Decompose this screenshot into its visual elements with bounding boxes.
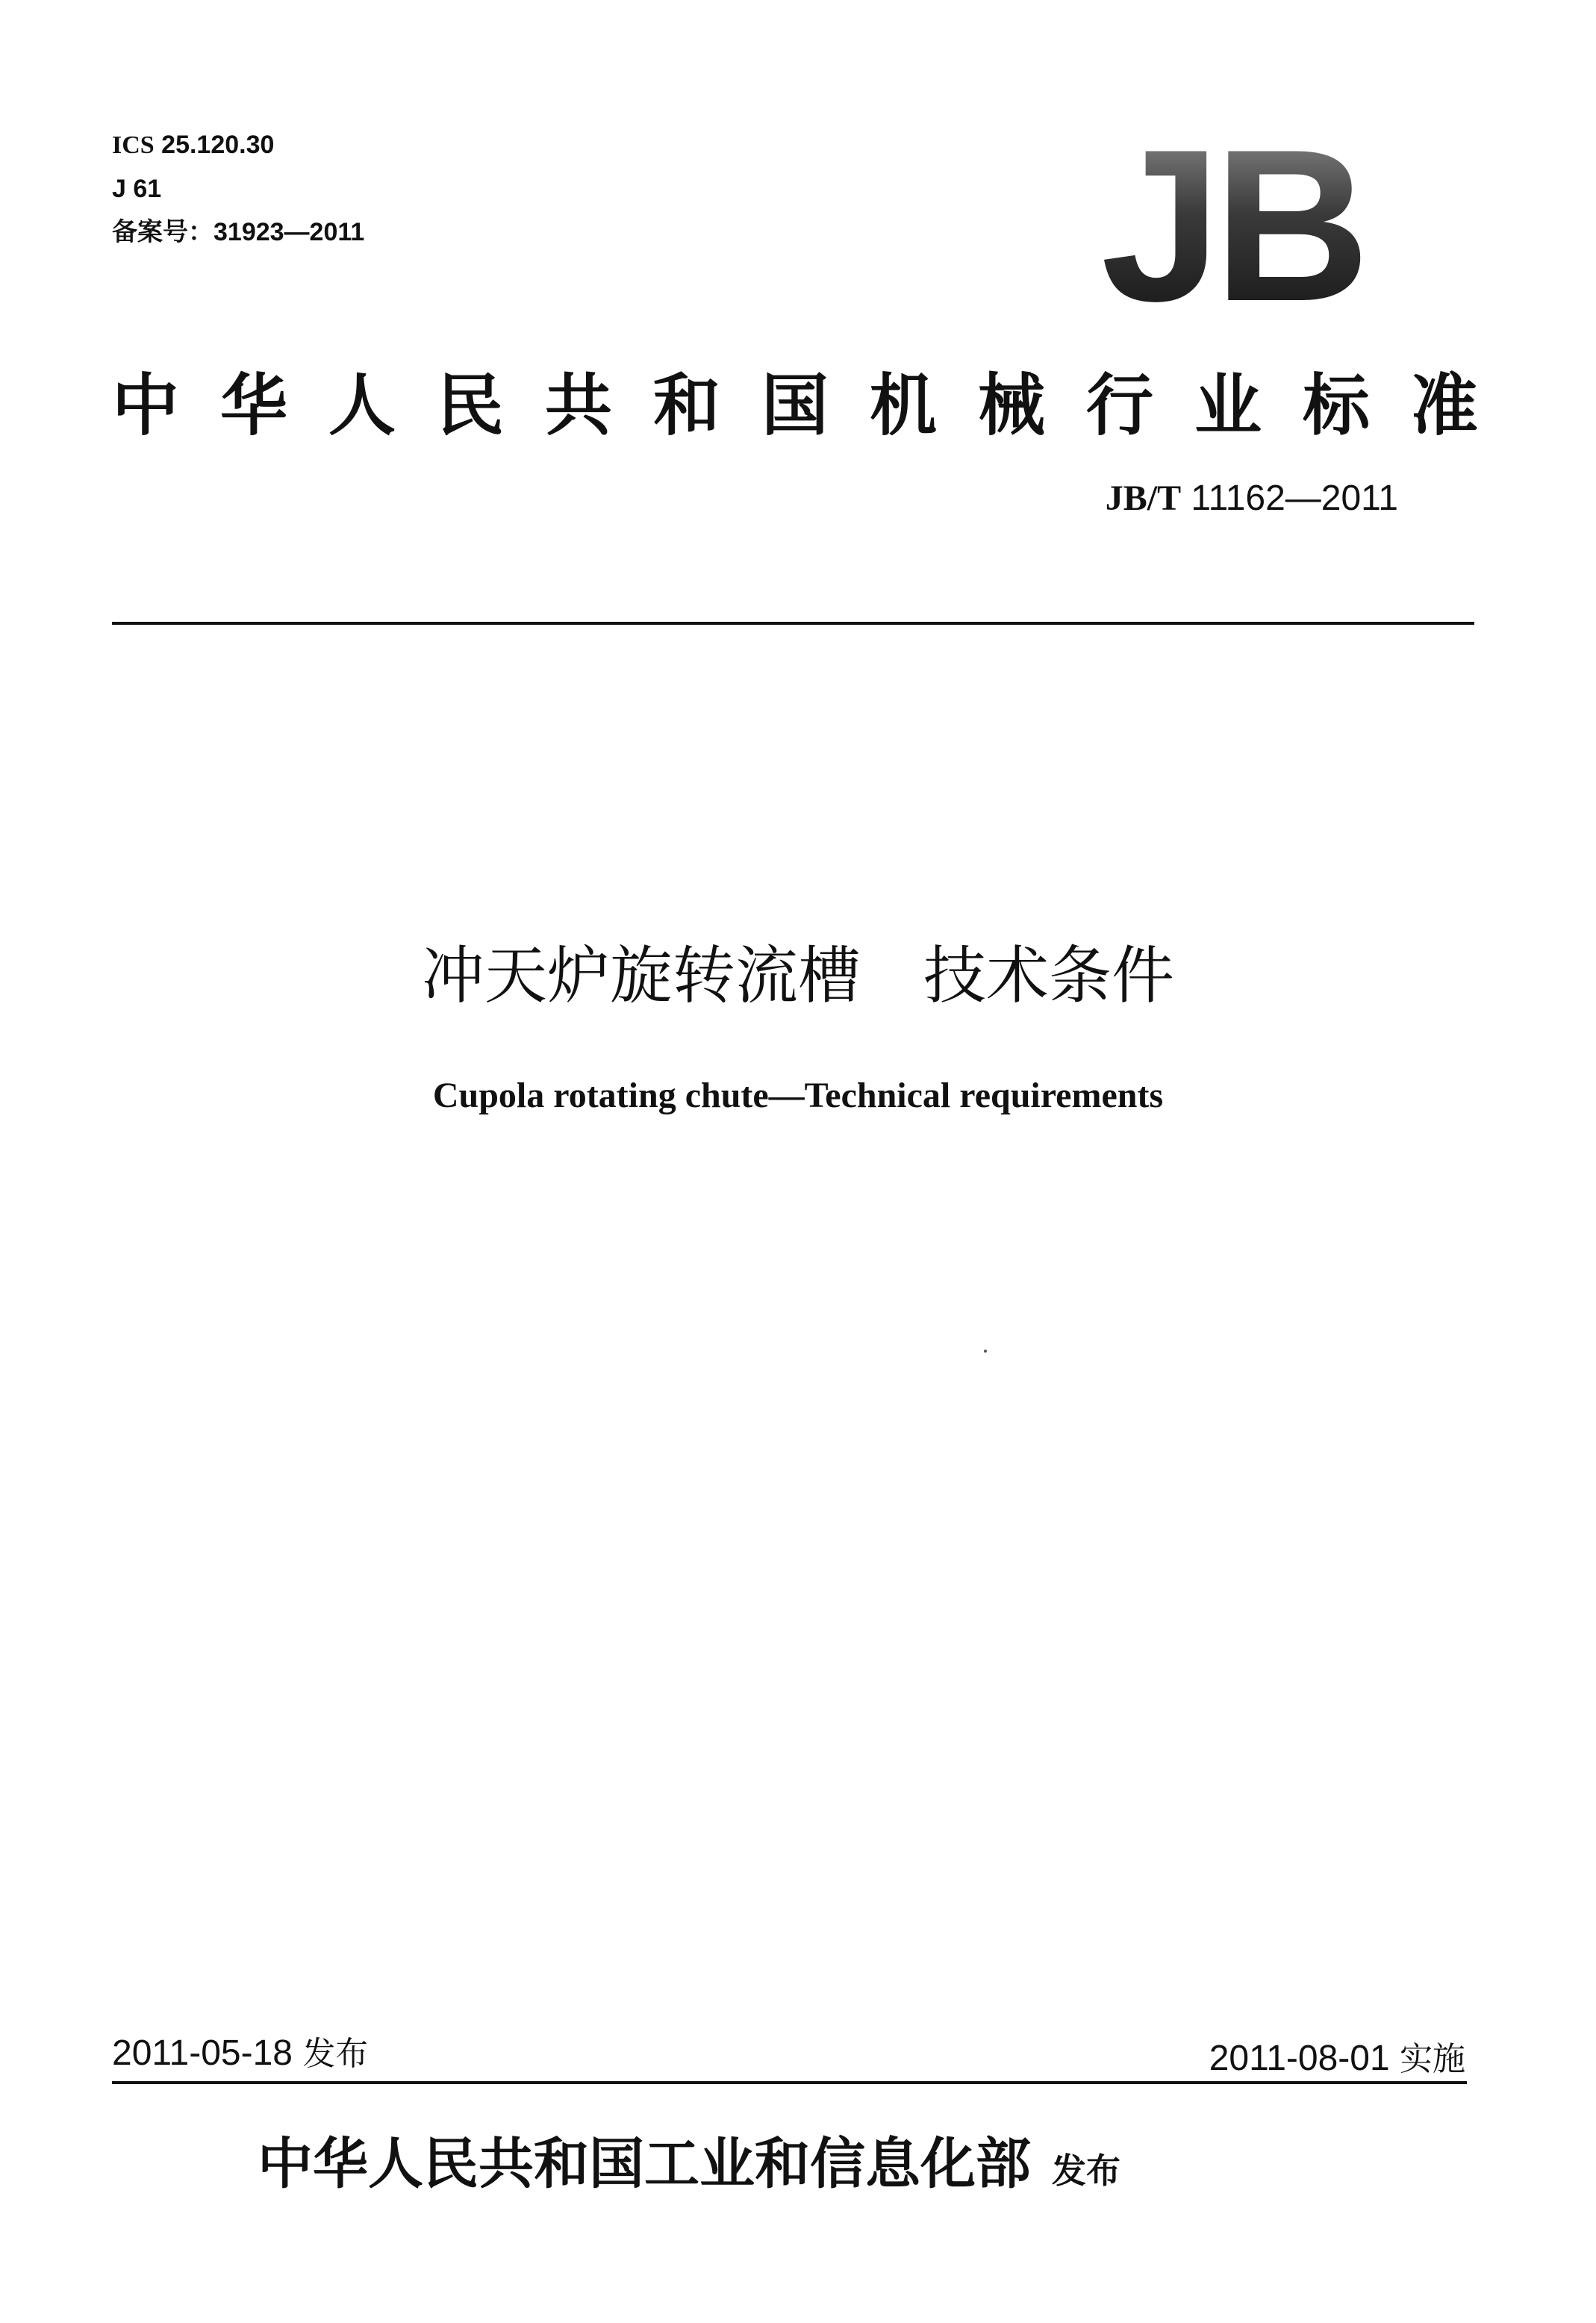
- issue-label: 发布: [302, 2035, 369, 2073]
- national-title-char: 准: [1411, 367, 1478, 445]
- ics-line: [112, 123, 364, 167]
- issue-date-value: 2011-05-18: [112, 2033, 293, 2073]
- effective-label: 实施: [1400, 2040, 1465, 2078]
- title-chinese: 冲天炉旋转流槽 技术条件: [421, 939, 1174, 1012]
- standard-number: [1106, 478, 1398, 519]
- ics-code: 25.120.30: [161, 131, 275, 159]
- national-title-char: 人: [328, 367, 396, 445]
- scan-speck: [984, 1350, 987, 1353]
- effective-date-value: 2011-08-01: [1209, 2039, 1390, 2078]
- national-title-char: 机: [870, 367, 937, 445]
- ics-label: ICS: [112, 131, 155, 159]
- national-title-char: 业: [1194, 367, 1262, 445]
- bottom-divider: [112, 2081, 1467, 2084]
- jb-logo-text: JB: [1100, 142, 1363, 314]
- title-english: Cupola rotating chute—Technical requirements: [432, 1076, 1164, 1115]
- record-number: 备案号：31923—2011: [112, 218, 365, 246]
- jb-logo-icon: [1075, 142, 1388, 314]
- top-divider: [112, 622, 1474, 625]
- national-title-char: 械: [978, 367, 1045, 445]
- national-title-char: 行: [1086, 367, 1153, 445]
- classification-code: J 61: [112, 175, 162, 203]
- standard-code: 11162—2011: [1181, 478, 1398, 518]
- national-title-char: 华: [220, 367, 287, 445]
- national-title-char: 中: [112, 367, 179, 445]
- header-codes: [112, 123, 364, 254]
- national-standard-title: [112, 351, 1478, 448]
- issuer: [258, 2120, 1120, 2199]
- national-title-char: 和: [653, 367, 720, 445]
- standard-prefix: JB/T: [1105, 478, 1182, 518]
- national-title-char: 共: [545, 367, 612, 445]
- national-title-char: 标: [1303, 367, 1370, 445]
- effective-date: [1209, 2032, 1465, 2080]
- issuer-name: 中华人民共和国工业和信息化部: [258, 2132, 1031, 2196]
- issue-date: [112, 2027, 368, 2074]
- national-title-char: 国: [761, 367, 829, 445]
- issuer-label: 发布: [1052, 2151, 1120, 2191]
- national-title-char: 民: [437, 367, 504, 445]
